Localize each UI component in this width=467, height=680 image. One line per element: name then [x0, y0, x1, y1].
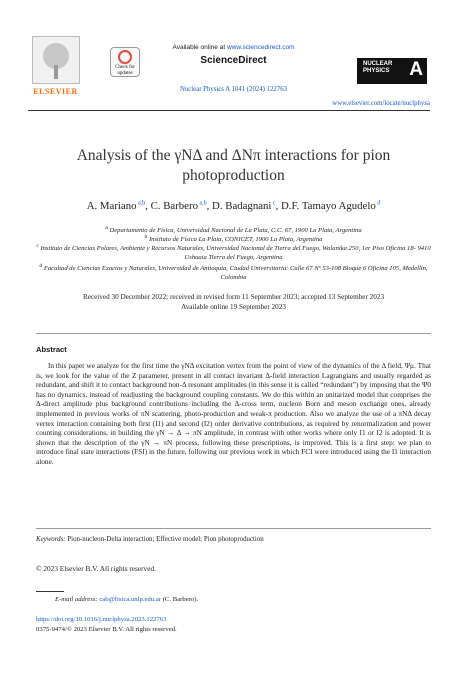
cover-letter: A — [409, 59, 423, 80]
author-name: A. Mariano — [86, 200, 137, 212]
affiliation — [36, 262, 431, 282]
crossmark-label: Check for updates — [115, 65, 135, 76]
email-link[interactable]: cab@fisica.unlp.edu.ar — [99, 596, 162, 603]
author-separator: , — [275, 200, 281, 212]
issn-line: 0375-9474/© 2023 Elsevier B.V. All rights reserved. — [36, 626, 177, 633]
keywords-label: Keywords: — [36, 536, 66, 543]
affiliation-text: Departamento de Física, Universidad Nacional de La Plata, C.C. 67, 1900 La Plata, Argentina — [109, 227, 362, 235]
author-affiliation-link[interactable]: a,b — [136, 200, 146, 207]
cover-line1: NUCLEAR — [363, 61, 393, 67]
affiliation-text: Instituto de Ciencias Polares, Ambiente y Recursos Naturales, Universidad Nacional de Tierra del Fuego, Walanika 250, 1er Piso Oficina 18- 9410 Ushuaia Tierra del Fuego, Argentina — [40, 245, 431, 261]
title-line1: Analysis of the γNΔ and ΔNπ interactions for pion — [76, 147, 391, 164]
author-affiliation-link[interactable]: c — [271, 200, 276, 207]
abstract-heading: Abstract — [36, 345, 67, 354]
author-name: C. Barbero — [150, 200, 198, 212]
affiliation-text: Facultad de Ciencias Exactas y Naturales, Universidad de Antioquia, Ciudad Universitaria: Calle 67 Nº 53-108 Bloque 6 Oficina 105, Medellín, Colombia — [43, 265, 428, 281]
journal-url[interactable]: www.elsevier.com/locate/nuclphysa — [332, 100, 430, 107]
author-separator: , — [145, 200, 151, 212]
affiliation-mark: b — [144, 234, 148, 240]
title-line2: photoproduction — [182, 167, 285, 184]
email-label: E-mail address: — [55, 596, 98, 603]
affiliation-mark: a — [105, 225, 108, 231]
dates-available: Available online 19 September 2023 — [181, 302, 286, 311]
keywords-divider — [36, 528, 431, 529]
keywords-text: Pion-nucleon-Delta interaction; Effective model; Pion photoproduction — [65, 536, 264, 543]
email-suffix: (C. Barbero). — [161, 596, 199, 603]
abstract-text: In this paper we analyze for the first time the γNΔ excitation vertex from the point of view of the dynamics of the Δ field, Ψμ. That is, we look for the value of the Z parameter, present in all contact invariant Δ-field interaction Lagrangians and usually regarded as redundant, and shift it to contact background non-Δ resonant amplitudes (in this sense it is called “redundant”) by imposing that the Ψ0 has no dynamics, instead of readjusting the background coupling constants. We do this within an unitarized model that comprises the Δ-direct amplitude plus background contributions including the Δ-cross term, nucleon Born and meson exchange ones, already implemented in previous works of πN scattering, photo-production and weak-π production. Also we analyze the use of a πNΔ decay vertex interaction containing both first (I1) and second (I2) order derivative contributions, as required by renormalization and power counting considerations, in building the γN → Δ → πN amplitude, in contrast with other works where only I1 or I2 is adopted. It is shown that the description of the γN → πN process, following these prescriptions, is improved. This is a first step: we plan to introduce final state interactions (FSI) in the future, following our previous work in which FCI were introduced using the I1 interaction alone. — [36, 361, 431, 466]
journal-reference[interactable]: Nuclear Physics A 1041 (2024) 122763 — [179, 86, 288, 93]
author-name: D.F. Tamayo Agudelo — [281, 200, 376, 212]
paper-title — [40, 146, 427, 186]
journal-cover[interactable] — [357, 58, 427, 84]
header-divider — [28, 110, 430, 111]
abstract-body — [36, 361, 431, 467]
affiliation-text: Instituto de Física La Plata, CONICET, 1900 La Plata, Argentina — [148, 236, 323, 244]
elsevier-wordmark: ELSEVIER — [33, 87, 78, 96]
author-separator: , — [206, 200, 213, 212]
author-list — [20, 200, 447, 212]
sciencedirect-logo[interactable]: ScienceDirect — [200, 55, 267, 66]
doi-link[interactable]: https://doi.org/10.1016/j.nuclphysa.2023.122763 — [36, 616, 167, 623]
sciencedirect-link[interactable]: www.sciencedirect.com — [226, 44, 295, 51]
keywords — [36, 536, 264, 543]
available-online — [0, 44, 467, 51]
email-footnote — [55, 596, 198, 603]
affiliation-mark: c — [36, 243, 39, 249]
article-dates — [20, 293, 447, 312]
abstract-divider — [36, 333, 431, 334]
abstract-copyright: © 2023 Elsevier B.V. All rights reserved. — [36, 564, 156, 573]
footnote-divider — [36, 591, 64, 592]
available-prefix: Available online at — [172, 44, 227, 51]
author-affiliation-link[interactable]: a,b — [197, 200, 207, 207]
author-affiliation-link[interactable]: d — [375, 200, 381, 207]
affiliation — [36, 242, 431, 262]
cover-line2: PHYSICS — [363, 68, 390, 74]
author-name: D. Badagnani — [212, 200, 272, 212]
affiliation-mark: d — [39, 263, 43, 269]
dates-received: Received 30 December 2022; received in revised form 11 September 2023; accepted 13 September 2023 — [82, 293, 385, 301]
